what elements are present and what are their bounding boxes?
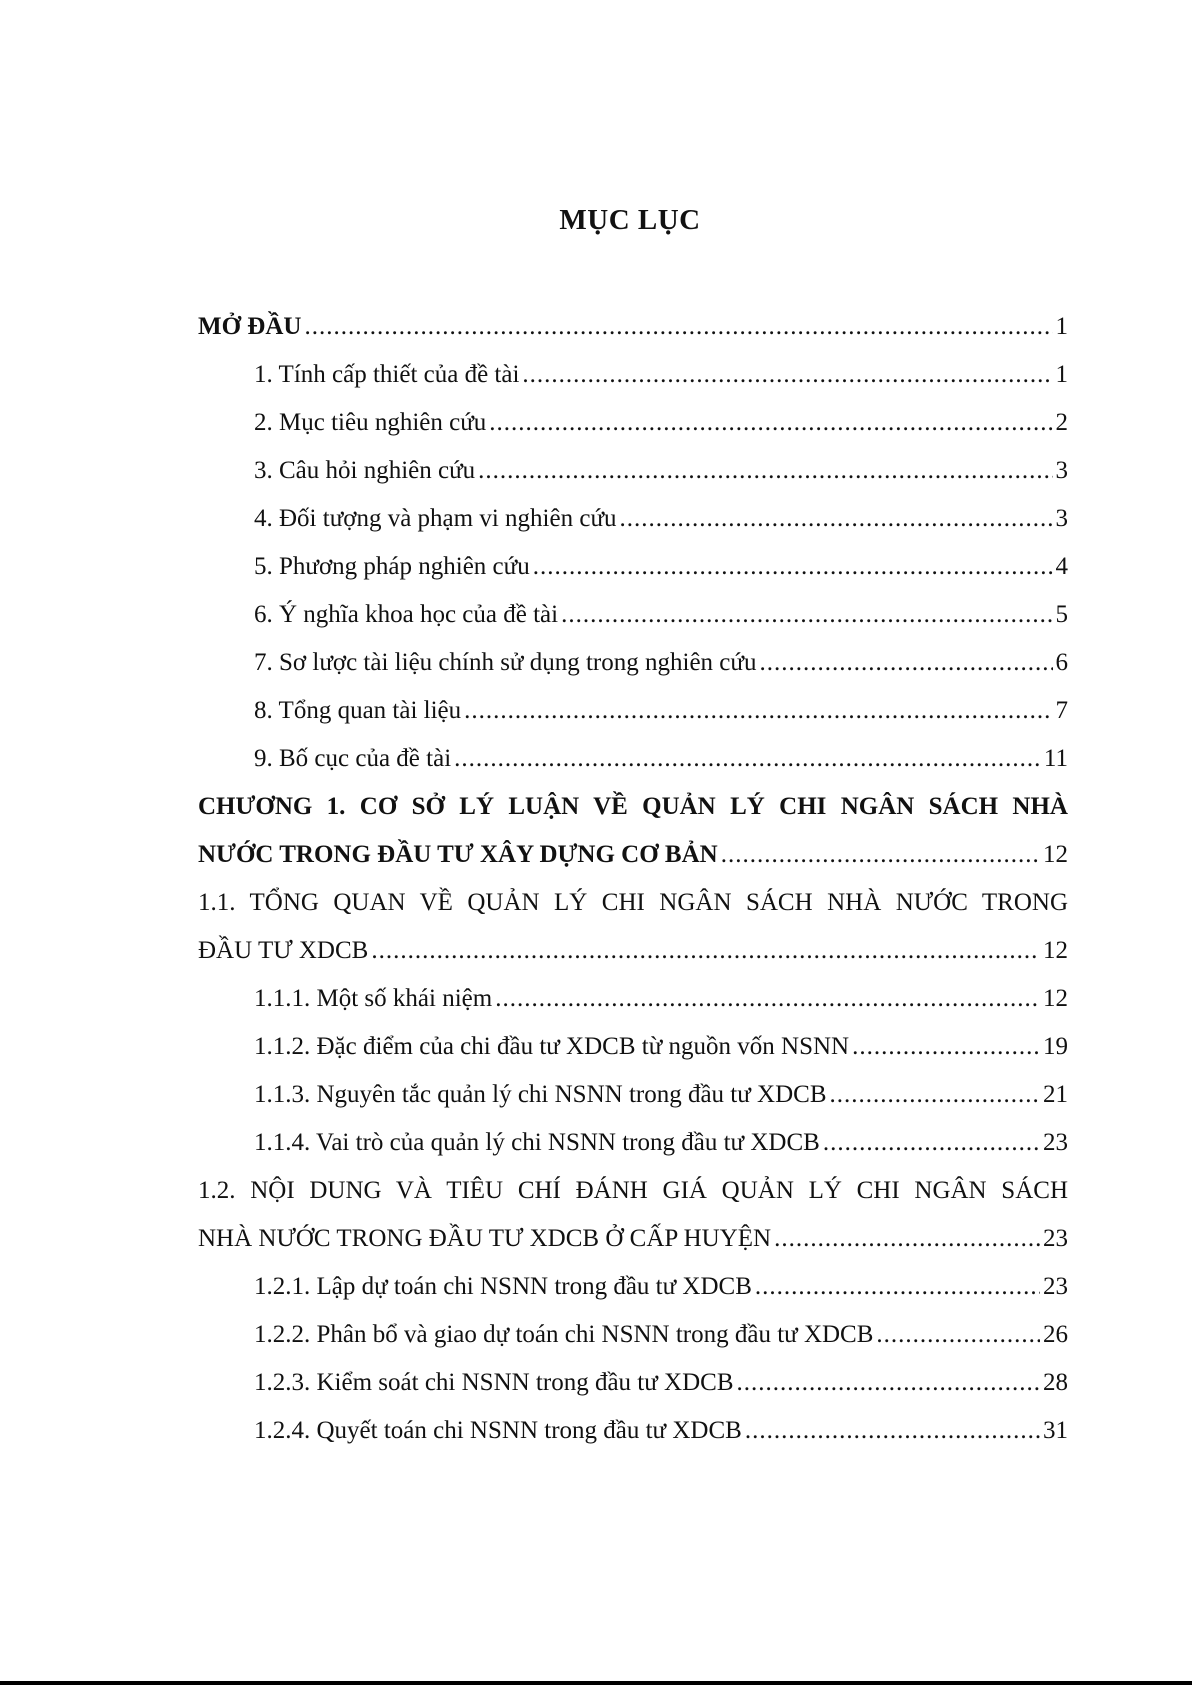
dot-leader [489,399,1052,447]
dot-leader [464,687,1052,735]
dot-leader [371,927,1040,975]
toc-entry-3 [198,447,1068,495]
toc-chapter-1-line-2 [198,831,1068,879]
toc-entry-4 [198,495,1068,543]
toc-entry-1-1-3 [198,1071,1068,1119]
toc-entry-8 [198,687,1068,735]
toc-entry-5 [198,543,1068,591]
dot-leader [522,351,1052,399]
toc-entry-text: 8. Tổng quan tài liệu [254,697,462,724]
toc-entry-text: 6. Ý nghĩa khoa học của đề tài [254,601,559,628]
toc-entry-text: NHÀ NƯỚC TRONG ĐẦU TƯ XDCB Ở CẤP HUYỆN [198,1225,772,1252]
toc-entry-1-2-2 [198,1311,1068,1359]
toc-page-number: 23 [1043,1273,1068,1300]
dot-leader [620,495,1053,543]
dot-leader [823,1119,1040,1167]
toc-section-1-2-line-1: 1.2. NỘI DUNG VÀ TIÊU CHÍ ĐÁNH GIÁ QUẢN LÝ CHI NGÂN SÁCH [198,1177,1068,1204]
toc-entry-1-2-1 [198,1263,1068,1311]
toc-page-number: 28 [1043,1369,1068,1396]
page-title: MỤC LỤC [559,204,701,236]
toc-page-number: 21 [1043,1081,1068,1108]
toc-entry-text: 1.2.2. Phân bổ và giao dự toán chi NSNN trong đầu tư XDCB [254,1321,874,1348]
toc-entry-text: ĐẦU TƯ XDCB [198,937,369,964]
toc-page-number: 1 [1055,313,1068,340]
toc-entry-1-2-3 [198,1359,1068,1407]
toc-entry-7 [198,639,1068,687]
toc-entry-text: 1. Tính cấp thiết của đề tài [254,361,520,388]
toc-entry-text: 1.1.2. Đặc điểm của chi đầu tư XDCB từ nguồn vốn NSNN [254,1033,850,1060]
dot-leader [495,975,1040,1023]
toc-entry-1 [198,351,1068,399]
bottom-edge-rule [0,1681,1192,1685]
toc-entry-1-1-1 [198,975,1068,1023]
dot-leader [721,831,1040,879]
toc-entry-mo-dau [198,303,1068,351]
toc-entry-1-1-2 [198,1023,1068,1071]
toc-page-number: 5 [1055,601,1068,628]
toc-page-number: 31 [1043,1417,1068,1444]
dot-leader [830,1071,1040,1119]
table-of-contents [198,303,1068,1455]
toc-entry-text: MỞ ĐẦU [198,313,302,340]
toc-entry-text: 3. Câu hỏi nghiên cứu [254,457,476,484]
toc-entry-text: 7. Sơ lược tài liệu chính sử dụng trong nghiên cứu [254,649,757,676]
toc-entry-text: 1.2.1. Lập dự toán chi NSNN trong đầu tư XDCB [254,1273,752,1300]
dot-leader [478,447,1052,495]
toc-entry-1-1-4 [198,1119,1068,1167]
toc-section-1-2-line-2 [198,1215,1068,1263]
toc-entry-text: 2. Mục tiêu nghiên cứu [254,409,487,436]
toc-entry-9 [198,735,1068,783]
toc-entry-text: 1.1.3. Nguyên tắc quản lý chi NSNN trong đầu tư XDCB [254,1081,827,1108]
toc-page-number: 23 [1043,1225,1068,1252]
dot-leader [774,1215,1040,1263]
toc-entry-text: 4. Đối tượng và phạm vi nghiên cứu [254,505,617,532]
toc-page-number: 23 [1043,1129,1068,1156]
toc-page-number: 26 [1043,1321,1068,1348]
toc-page-number: 3 [1055,505,1068,532]
dot-leader [852,1023,1040,1071]
toc-entry-text: 1.2.3. Kiểm soát chi NSNN trong đầu tư XDCB [254,1369,734,1396]
toc-page-number: 19 [1043,1033,1068,1060]
toc-entry-2 [198,399,1068,447]
toc-page-number: 6 [1055,649,1068,676]
dot-leader [454,735,1041,783]
dot-leader [745,1407,1040,1455]
toc-entry-1-2-4 [198,1407,1068,1455]
toc-section-1-1-line-1: 1.1. TỔNG QUAN VỀ QUẢN LÝ CHI NGÂN SÁCH NHÀ NƯỚC TRONG [198,889,1068,916]
toc-page-number: 7 [1055,697,1068,724]
toc-page-number: 11 [1043,745,1068,772]
toc-entry-text: 1.2.4. Quyết toán chi NSNN trong đầu tư XDCB [254,1417,742,1444]
toc-section-1-1-line-2 [198,927,1068,975]
toc-entry-text: 5. Phương pháp nghiên cứu [254,553,530,580]
dot-leader [561,591,1052,639]
toc-entry-text: 1.1.1. Một số khái niệm [254,985,493,1012]
toc-entry-text: 1.1.4. Vai trò của quản lý chi NSNN trong đầu tư XDCB [254,1129,820,1156]
toc-page-number: 1 [1055,361,1068,388]
toc-chapter-1-line-1: CHƯƠNG 1. CƠ SỞ LÝ LUẬN VỀ QUẢN LÝ CHI NGÂN SÁCH NHÀ [198,793,1068,820]
dot-leader [533,543,1053,591]
dot-leader [737,1359,1041,1407]
dot-leader [759,639,1052,687]
toc-page-number: 12 [1043,985,1068,1012]
toc-entry-6 [198,591,1068,639]
toc-page-number: 4 [1055,553,1068,580]
toc-entry-text: NƯỚC TRONG ĐẦU TƯ XÂY DỰNG CƠ BẢN [198,841,718,868]
toc-entry-text: 9. Bố cục của đề tài [254,745,452,772]
toc-page-number: 2 [1055,409,1068,436]
toc-page-number: 12 [1043,937,1068,964]
dot-leader [304,303,1052,351]
toc-page-number: 12 [1043,841,1068,868]
dot-leader [876,1311,1040,1359]
toc-page-number: 3 [1055,457,1068,484]
dot-leader [755,1263,1040,1311]
